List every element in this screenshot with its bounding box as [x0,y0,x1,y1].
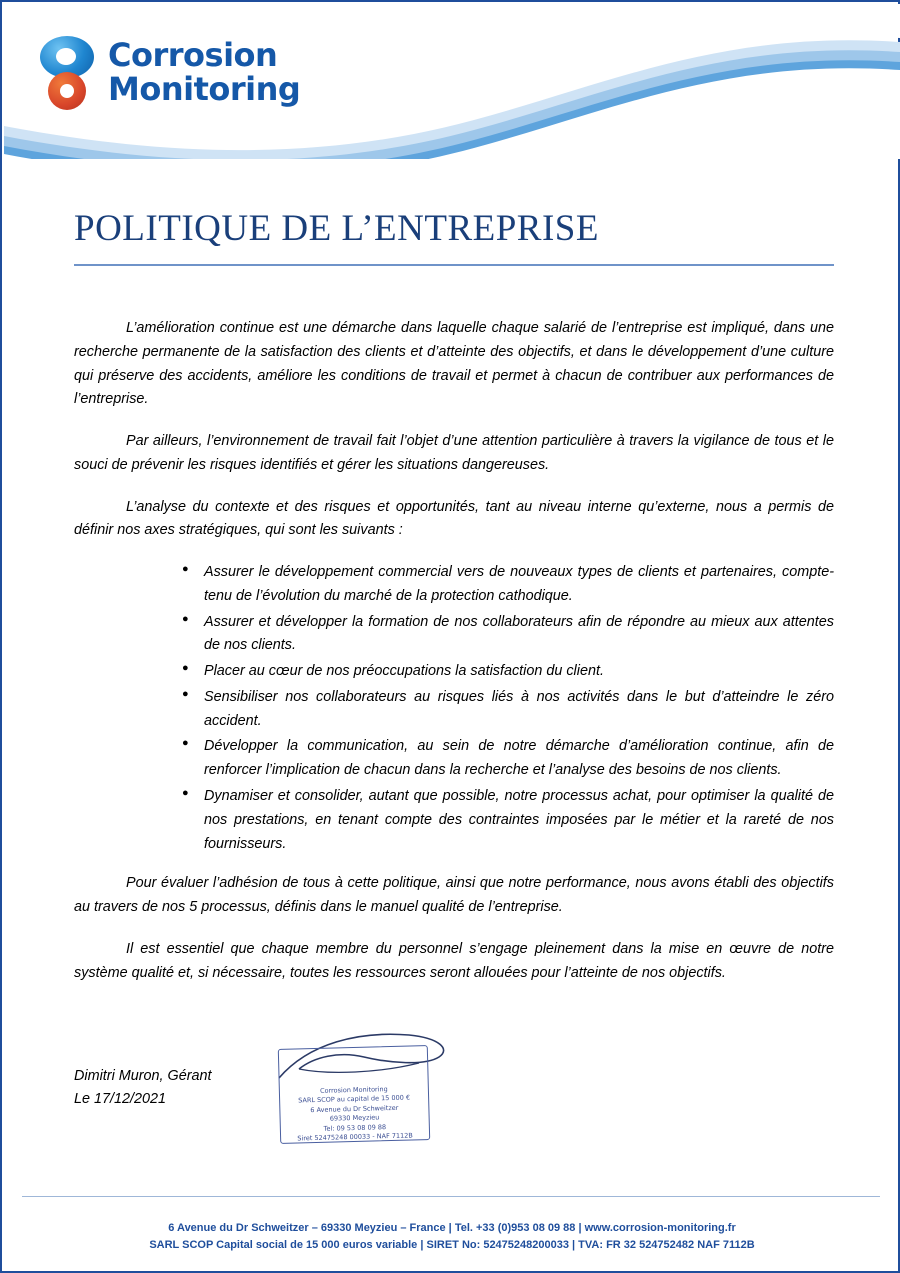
stamp-line-5: Tel: 09 53 08 09 88 [323,1122,387,1133]
stamp-line-6: Siret 52475248 00033 - NAF 7112B [297,1131,413,1143]
logo-wordmark [108,36,301,108]
page-footer [4,1220,900,1253]
title-block [74,207,834,266]
logo-line-2: Monitoring [108,70,301,108]
signature-block [74,1065,834,1143]
title-divider [74,264,834,266]
page-title: POLITIQUE DE L’ENTREPRISE [74,208,599,249]
signatory-name: Dimitri Muron, Gérant [74,1068,212,1084]
signature-date: Le 17/12/2021 [74,1091,167,1108]
paragraph-intro: L’amélioration continue est une démarche dans laquelle chaque salarié de l’entreprise est impliqué, dans une recherche permanente de la satisfaction des clients et d’atteinte des objectifs, et dans le développement d’une culture qui préserve des accidents, améliore les conditions de travail et permet à chacun de contribuer aux performances de l’entreprise. [74,320,834,408]
document-body [74,317,834,1003]
list-item: ● Développer la communication, au sein de notre démarche d’amélioration continue, afin de renforcer l’implication de chacun dans la recherche et l’analyse des besoins de nos clients. [182,735,834,783]
footer-divider [22,1196,880,1197]
list-item: ● Assurer le développement commercial vers de nouveaux types de clients et partenaires, compte-tenu de l’évolution du marché de la protection cathodique. [182,561,834,609]
company-stamp [278,1045,430,1144]
paragraph-commitment: Il est essentiel que chaque membre du personnel s’engage pleinement dans la mise en œuvre de notre système qualité et, si nécessaire, toutes les ressources seront allouées pour l’atteinte de nos objectifs. [74,940,834,981]
stamp-line-4: 69330 Meyzieu [329,1113,380,1123]
footer-line-1: 6 Avenue du Dr Schweitzer – 69330 Meyzieu – France | Tel. +33 (0)953 08 09 88 | www.corrosion-monitoring.fr [168,1222,736,1234]
stamp-line-3: 6 Avenue du Dr Schweitzer [310,1103,399,1114]
strategic-axes-list [74,561,834,856]
list-item: ● Dynamiser et consolider, autant que possible, notre processus achat, pour optimiser la qualité de nos prestations, en tenant compte des contraintes imposées par le métier et la rareté de nos fournisseurs. [182,785,834,856]
stamp-line-2: SARL SCOP au capital de 15 000 € [298,1093,411,1105]
corrosion-monitoring-logo-icon [36,34,98,112]
paragraph-environment: Par ailleurs, l’environnement de travail fait l’objet d’une attention particulière à travers la vigilance de tous et le souci de prévenir les risques identifiés et gérer les situations dangereuses. [74,433,834,473]
list-item: ● Sensibiliser nos collaborateurs au risques liés à nos activités dans le but d’atteindre le zéro accident. [182,686,834,734]
company-logo [36,34,300,112]
logo-line-1: Corrosion [108,36,278,75]
page-header [4,4,900,159]
paragraph-analysis: L’analyse du contexte et des risques et opportunités, tant au niveau interne qu’externe, nous a permis de définir nos axes stratégiques, qui sont les suivants : [74,498,834,539]
paragraph-evaluation: Pour évaluer l’adhésion de tous à cette politique, ainsi que notre performance, nous avons établi des objectifs au travers de nos 5 processus, définis dans le manuel qualité de l’entreprise. [74,875,834,916]
footer-line-2: SARL SCOP Capital social de 15 000 euros variable | SIRET No: 52475248200033 | TVA: FR 32 524752482 NAF 7112B [149,1238,755,1251]
list-item: ● Assurer et développer la formation de nos collaborateurs afin de répondre au mieux aux attentes de nos clients. [182,611,834,659]
list-item: ● Placer au cœur de nos préoccupations la satisfaction du client. [182,660,834,684]
stamp-line-1: Corrosion Monitoring [319,1085,388,1095]
